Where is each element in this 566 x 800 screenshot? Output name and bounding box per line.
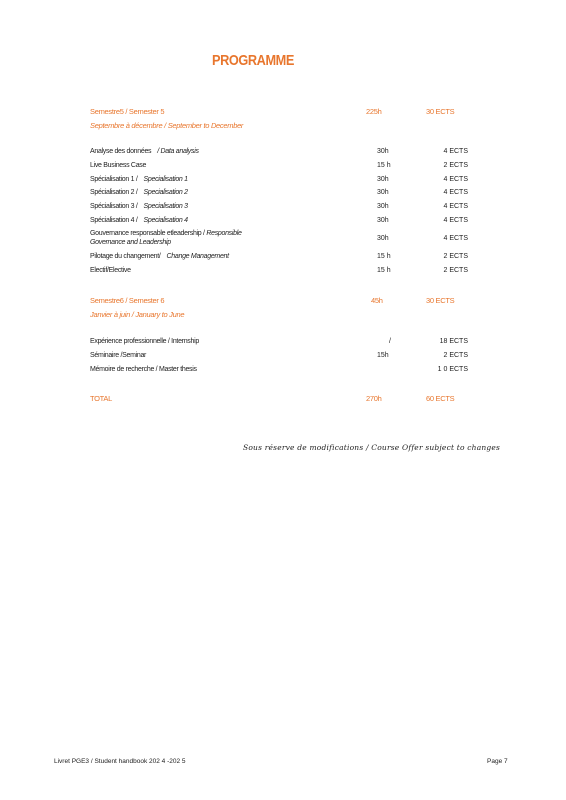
course-name-en: Change Management [166, 253, 229, 260]
course-hours: 30h [377, 217, 389, 224]
course-name: Séminaire /Seminar [90, 352, 147, 359]
course-name [90, 148, 199, 155]
course-hours: 15h [377, 352, 389, 359]
course-hours: 30h [377, 189, 389, 196]
course-governance-fr: Gouvernance responsable etleadership / [90, 230, 205, 237]
course-name-en: Specialisation 4 [143, 217, 188, 224]
course-ects: 4 ECTS [443, 203, 468, 210]
footer-page-number: Page 7 [487, 758, 508, 765]
semester5-hours: 225h [366, 107, 382, 116]
course-ects: 2 ECTS [443, 267, 468, 274]
course-name-fr: Spécialisation 1 / [90, 176, 138, 183]
course-hours: 15 h [377, 162, 391, 169]
course-name-fr: Live Business Case [90, 162, 147, 169]
course-ects: 4 ECTS [443, 217, 468, 224]
total-hours: 270h [366, 394, 382, 403]
semester5-label: Semestre5 / Semester 5 [90, 107, 165, 116]
course-name-fr: Electif/Elective [90, 267, 131, 274]
course-name-fr: Spécialisation 2 / [90, 189, 138, 196]
semester6-period: Janvier à juin / January to June [90, 310, 185, 319]
total-ects: 60 ECTS [426, 394, 455, 403]
semester5-ects: 30 ECTS [426, 107, 455, 116]
course-governance-en: Responsible [206, 230, 242, 237]
course-name-fr: Spécialisation 3 / [90, 203, 138, 210]
course-name-fr: Spécialisation 4 / [90, 217, 138, 224]
course-hours: 15 h [377, 267, 391, 274]
course-name-en: Specialisation 2 [143, 189, 188, 196]
course-governance-line2: Governance and Leadership [90, 239, 171, 246]
total-label: TOTAL [90, 394, 112, 403]
course-ects: 4 ECTS [443, 189, 468, 196]
course-ects: 1 0 ECTS [437, 366, 468, 373]
course-name [90, 162, 152, 169]
course-name [90, 203, 188, 210]
course-name-fr: Pilotage du changement/ [90, 253, 161, 260]
course-name-en: / Data analysis [157, 148, 199, 155]
course-governance-line1 [90, 230, 242, 237]
course-name [90, 267, 137, 274]
course-ects: 2 ECTS [443, 253, 468, 260]
course-name [90, 217, 188, 224]
course-hours: / [389, 338, 391, 345]
course-name: Expérience professionnelle / Internship [90, 338, 199, 345]
course-ects: 18 ECTS [439, 338, 468, 345]
course-governance-ects: 4 ECTS [443, 235, 468, 242]
course-hours: 15 h [377, 253, 391, 260]
course-hours: 30h [377, 176, 389, 183]
course-name [90, 189, 188, 196]
course-ects: 2 ECTS [443, 162, 468, 169]
course-name [90, 253, 229, 260]
course-name-en: Specialisation 3 [143, 203, 188, 210]
page-title: PROGRAMME [212, 52, 294, 69]
semester6-label: Semestre6 / Semester 6 [90, 296, 165, 305]
course-hours: 30h [377, 203, 389, 210]
semester6-ects: 30 ECTS [426, 296, 455, 305]
course-ects: 4 ECTS [443, 148, 468, 155]
semester5-period: Septembre à décembre / September to December [90, 121, 244, 130]
course-name [90, 176, 188, 183]
course-name: Mémoire de recherche / Master thesis [90, 366, 197, 373]
course-ects: 4 ECTS [443, 176, 468, 183]
course-governance-hours: 30h [377, 235, 389, 242]
footer-handbook: Livret PGE3 / Student handbook 202 4 -202 5 [54, 758, 186, 765]
semester6-hours: 45h [371, 296, 383, 305]
course-ects: 2 ECTS [443, 352, 468, 359]
course-name-fr: Analyse des données [90, 148, 152, 155]
subject-to-change-note: Sous réserve de modifications / Course Offer subject to changes [243, 443, 501, 452]
course-name-en: Specialisation 1 [143, 176, 188, 183]
course-hours: 30h [377, 148, 389, 155]
